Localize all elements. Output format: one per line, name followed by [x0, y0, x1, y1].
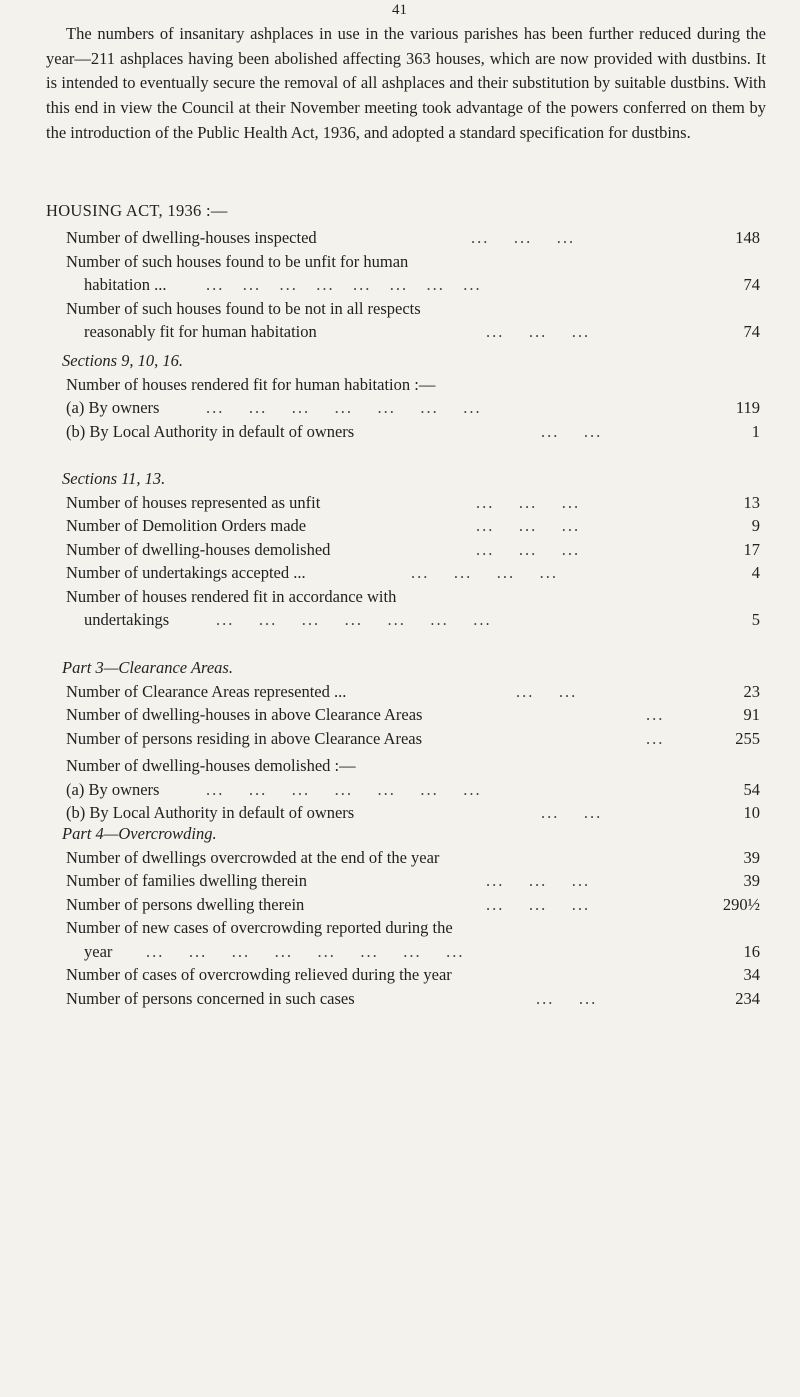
section-title: Part 3—Clearance Areas.	[62, 658, 233, 677]
stat-row	[66, 916, 760, 940]
stat-label: undertakings	[84, 610, 170, 629]
stat-label: Number of undertakings accepted ...	[66, 563, 306, 582]
stat-row: Number of persons dwelling therein ... ... ... 290½	[66, 893, 760, 917]
stat-value: 23	[743, 681, 760, 701]
stat-row	[66, 297, 760, 321]
stat-label: Number of dwelling-houses demolished :—	[66, 756, 356, 775]
stat-value: 290½	[722, 894, 760, 914]
stat-value: 13	[743, 492, 760, 512]
stat-row: Number of persons concerned in such cases ... ... 234	[66, 987, 760, 1011]
stat-value: 119	[735, 398, 760, 417]
stat-label: Number of new cases of overcrowding reported during the	[66, 918, 453, 937]
stat-label: Number of houses represented as unfit	[66, 492, 321, 512]
stat-label: Number of persons dwelling therein	[66, 894, 305, 914]
stat-value: 16	[743, 941, 760, 961]
stat-value: 5	[751, 610, 760, 629]
section-title: Part 4—Overcrowding.	[62, 824, 217, 843]
stat-value: 91	[743, 705, 760, 724]
stat-value: 39	[743, 871, 760, 890]
stat-value: 39	[743, 847, 760, 867]
part-4-overcrowding	[62, 822, 760, 1010]
stat-row: habitation ... ... ... ... ... ... ... ... ... 74	[66, 273, 760, 297]
stat-value: 255	[735, 728, 760, 748]
housing-act-heading: HOUSING ACT, 1936 :—	[46, 201, 228, 220]
section-title: Sections 11, 13.	[62, 469, 166, 488]
stat-row: Number of houses represented as unfit ... ... ... 13	[66, 491, 760, 515]
stat-label: habitation ...	[84, 275, 167, 294]
stat-value: 54	[743, 779, 760, 799]
stat-label: Number of such houses found to be not in all respects	[66, 298, 421, 318]
stat-label: (b) By Local Authority in default of owners	[66, 803, 355, 822]
stat-row	[66, 585, 760, 609]
stat-label: Number of dwellings overcrowded at the end of the year	[66, 847, 440, 867]
stat-value: 1	[751, 421, 760, 441]
part-3-clearance-areas	[62, 656, 760, 825]
page-number: 41	[392, 2, 407, 18]
stat-row	[66, 963, 760, 987]
stat-row: Number of dwelling-houses in above Clearance Areas ... 91	[66, 703, 760, 727]
stat-label: Number of such houses found to be unfit for human	[66, 251, 409, 271]
stat-value: 234	[735, 988, 760, 1008]
section-title: Sections 9, 10, 16.	[62, 351, 183, 370]
stat-label: Number of cases of overcrowding relieved during the year	[66, 965, 452, 984]
stat-label: Number of houses rendered fit for human habitation :—	[66, 374, 436, 394]
stat-value: 9	[751, 516, 760, 535]
stat-row: Number of dwelling-houses demolished ... ... ... 17	[66, 538, 760, 562]
stat-row: (b) By Local Authority in default of owners ... ... 1	[66, 420, 760, 444]
stat-label: (a) By owners	[66, 779, 160, 799]
stat-value: 74	[743, 322, 760, 341]
stat-row: year ... ... ... ... ... ... ... ... 16	[66, 940, 760, 964]
stat-label: (b) By Local Authority in default of owners	[66, 421, 355, 441]
stat-row: Number of Clearance Areas represented ... ... ... 23	[66, 680, 760, 704]
stat-value: 148	[735, 228, 760, 247]
stat-value: 34	[743, 965, 760, 984]
stat-label: Number of Clearance Areas represented ...	[66, 681, 347, 701]
stat-row: Number of dwelling-houses inspected ... ... ... 148	[66, 226, 760, 250]
sections-9-10-16	[62, 349, 760, 443]
stat-label: Number of persons residing in above Clearance Areas	[66, 728, 423, 748]
stat-row: Number of undertakings accepted ... ... ... ... ... 4	[66, 561, 760, 585]
stat-row: reasonably fit for human habitation ... ... ... 74	[66, 320, 760, 344]
stat-row: (a) By owners ... ... ... ... ... ... ... 54	[66, 778, 760, 802]
intro-paragraph: The numbers of insanitary ashplaces in use in the various parishes has been further reduced during the year—211 ashplaces having been abolished affecting 363 houses, which are now provided with dustbins. It is intended to eventually secure the removal of all ashplaces and their substitution by suitable dustbins. With this end in view the Council at their November meeting took advantage of the powers conferred on them by the introduction of the Public Health Act, 1936, and adopted a standard specification for dustbins.	[46, 24, 766, 142]
stat-value: 17	[743, 539, 760, 559]
stat-row	[66, 373, 760, 397]
stat-label: Number of families dwelling therein	[66, 871, 308, 890]
stat-row	[66, 846, 760, 870]
stat-value: 4	[751, 563, 760, 582]
stat-row	[66, 250, 760, 274]
stat-label: Number of dwelling-houses in above Clearance Areas	[66, 705, 423, 724]
stat-value: 10	[743, 803, 760, 822]
stat-label: year	[84, 941, 113, 961]
stat-label: Number of dwelling-houses demolished	[66, 539, 331, 559]
stat-row: (a) By owners ... ... ... ... ... ... ... 119	[66, 396, 760, 420]
stat-row: Number of Demolition Orders made ... ... ... 9	[66, 514, 760, 538]
stat-row: Number of persons residing in above Clearance Areas ... 255	[66, 727, 760, 751]
sections-11-13	[62, 467, 760, 632]
stat-label: Number of houses rendered fit in accordance with	[66, 586, 397, 606]
stat-label: Number of dwelling-houses inspected	[66, 228, 317, 247]
stat-row	[66, 754, 760, 778]
stat-row: undertakings ... ... ... ... ... ... ... 5	[66, 608, 760, 632]
stat-row: Number of families dwelling therein ... ... ... 39	[66, 869, 760, 893]
stat-label: (a) By owners	[66, 398, 160, 417]
stat-row: (b) By Local Authority in default of owners ... ... 10	[66, 801, 760, 825]
stat-label: Number of Demolition Orders made	[66, 516, 307, 535]
general-statistics	[66, 226, 760, 344]
stat-label: reasonably fit for human habitation	[84, 322, 317, 341]
stat-value: 74	[743, 275, 760, 294]
stat-label: Number of persons concerned in such cases	[66, 988, 355, 1008]
